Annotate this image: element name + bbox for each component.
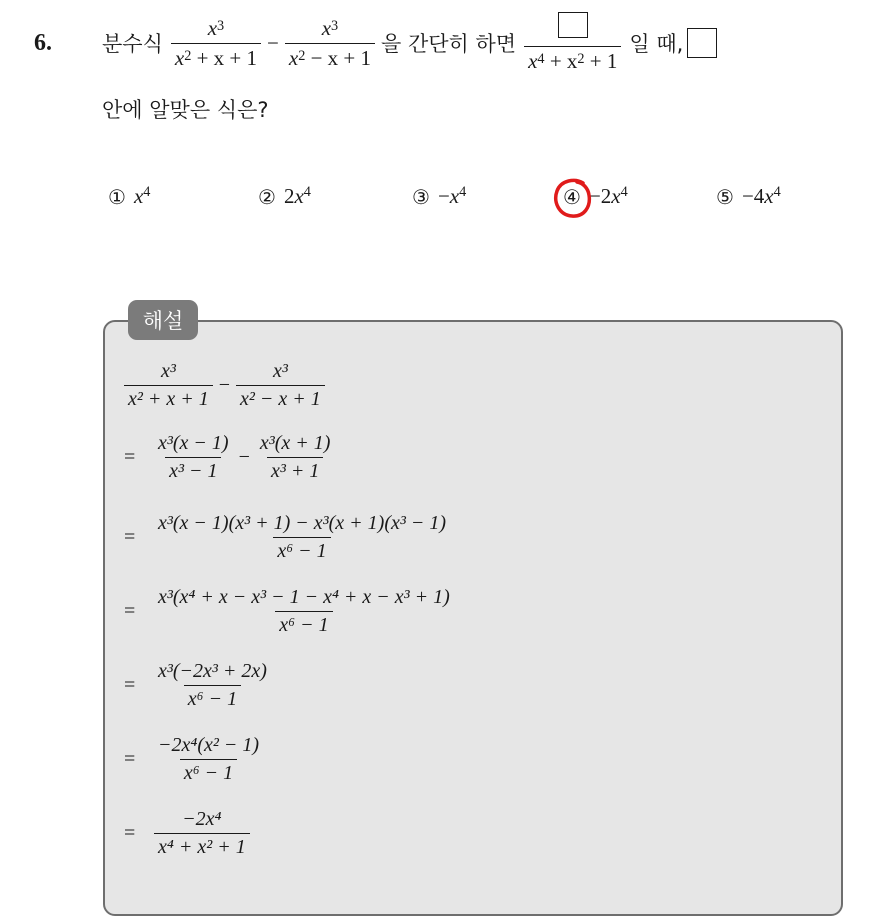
choice-coef: −2 [588,184,612,208]
result-den-mid: + x [544,49,578,73]
result-den-tail: + 1 [584,49,618,73]
choice-3[interactable]: ③ − x $^4$ [412,183,467,209]
step-fraction-denominator: x⁶ − 1 [180,759,237,785]
fraction-1-den-exp: 2 [184,47,192,64]
step-fraction-numerator: x³(x − 1)(x³ + 1) − x³(x + 1)(x³ − 1) [158,512,447,534]
step-fraction-denominator: x³ + 1 [267,457,323,483]
fraction-2-num-exp: 3 [331,17,339,34]
question-line-1 [102,12,717,74]
step-fraction-numerator: x³ [160,360,176,382]
step-fraction-numerator: x³(−2x³ + 2x) [158,660,267,682]
question-minus: − [267,30,279,55]
fraction-1-num-exp: 3 [217,17,225,34]
step-fraction-numerator: x³(x + 1) [259,432,331,454]
choice-2[interactable]: ② 2 x $^4$ [258,183,311,209]
question-fraction-1: $\frac{x^3}{x^2 + x + 1}$ [171,16,261,71]
solution-step [124,512,450,563]
step-equals: = [124,600,136,622]
result-den-exp-1: 4 [537,51,545,68]
choice-4[interactable]: ④ −2 x $^4$ [563,183,628,209]
step-fraction-denominator: x⁶ − 1 [184,685,241,711]
choice-coef: 2 [283,184,295,208]
choice-number: ⑤ [716,184,734,209]
solution-step [124,432,334,483]
fraction-1-den-rest: + x + 1 [191,45,258,70]
choice-coef: − [437,184,450,208]
fraction-2-den-rest: − x + 1 [305,45,372,70]
fraction-2-den-exp: 2 [298,47,306,64]
solution-step [124,734,263,785]
step-equals: = [124,446,136,468]
choice-number: ② [258,184,276,209]
choice-number: ③ [412,184,430,209]
step-fraction-numerator: x³(x − 1) [158,432,229,454]
question-line-2: 안에 알맞은 식은? [102,98,269,122]
solution-step [124,660,271,711]
step-fraction-denominator: x⁴ + x² + 1 [154,833,250,859]
step-equals: = [124,822,136,844]
step-equals: = [124,674,136,696]
choice-5[interactable]: ⑤ −4 x $^4$ [716,183,781,209]
step-fraction-denominator: x⁶ − 1 [273,537,330,563]
result-den-exp-2: 2 [577,51,585,68]
choice-number: ① [108,184,126,209]
step-equals: = [124,526,136,548]
solution-label-badge: 해설 [128,300,198,340]
step-minus: − [238,446,250,468]
choice-coef: −4 [741,184,765,208]
solution-step [124,808,250,859]
question-result-fraction: $x^4 + x^2 + 1$ [524,12,621,74]
blank-box-icon [687,28,717,58]
step-equals: = [124,748,136,770]
question-text-after: 일 때, [629,32,684,56]
question-number: 6. [34,30,52,56]
question-text-middle: 을 간단히 하면 [381,32,517,56]
solution-step [124,360,325,411]
step-fraction-numerator: −2x⁴ [182,808,222,830]
step-minus: − [218,374,231,396]
step-fraction-numerator: x³ [272,360,288,382]
question-fraction-2: $\frac{x^3}{x^2 - x + 1}$ [285,16,375,71]
step-fraction-denominator: x³ − 1 [165,457,221,483]
blank-box-icon [558,12,588,38]
solution-step [124,586,454,637]
step-fraction-denominator: x² + x + 1 [124,385,213,411]
choice-number: ④ [563,184,581,209]
step-fraction-numerator: x³(x⁴ + x − x³ − 1 − x⁴ + x − x³ + 1) [158,586,450,608]
step-fraction-denominator: x² − x + 1 [236,385,325,411]
question-text-before: 분수식 [102,32,163,56]
step-fraction-denominator: x⁶ − 1 [275,611,332,637]
answer-choices [0,184,884,216]
choice-1[interactable]: ① x $^4$ [108,183,151,209]
step-fraction-numerator: −2x⁴(x² − 1) [158,734,260,756]
